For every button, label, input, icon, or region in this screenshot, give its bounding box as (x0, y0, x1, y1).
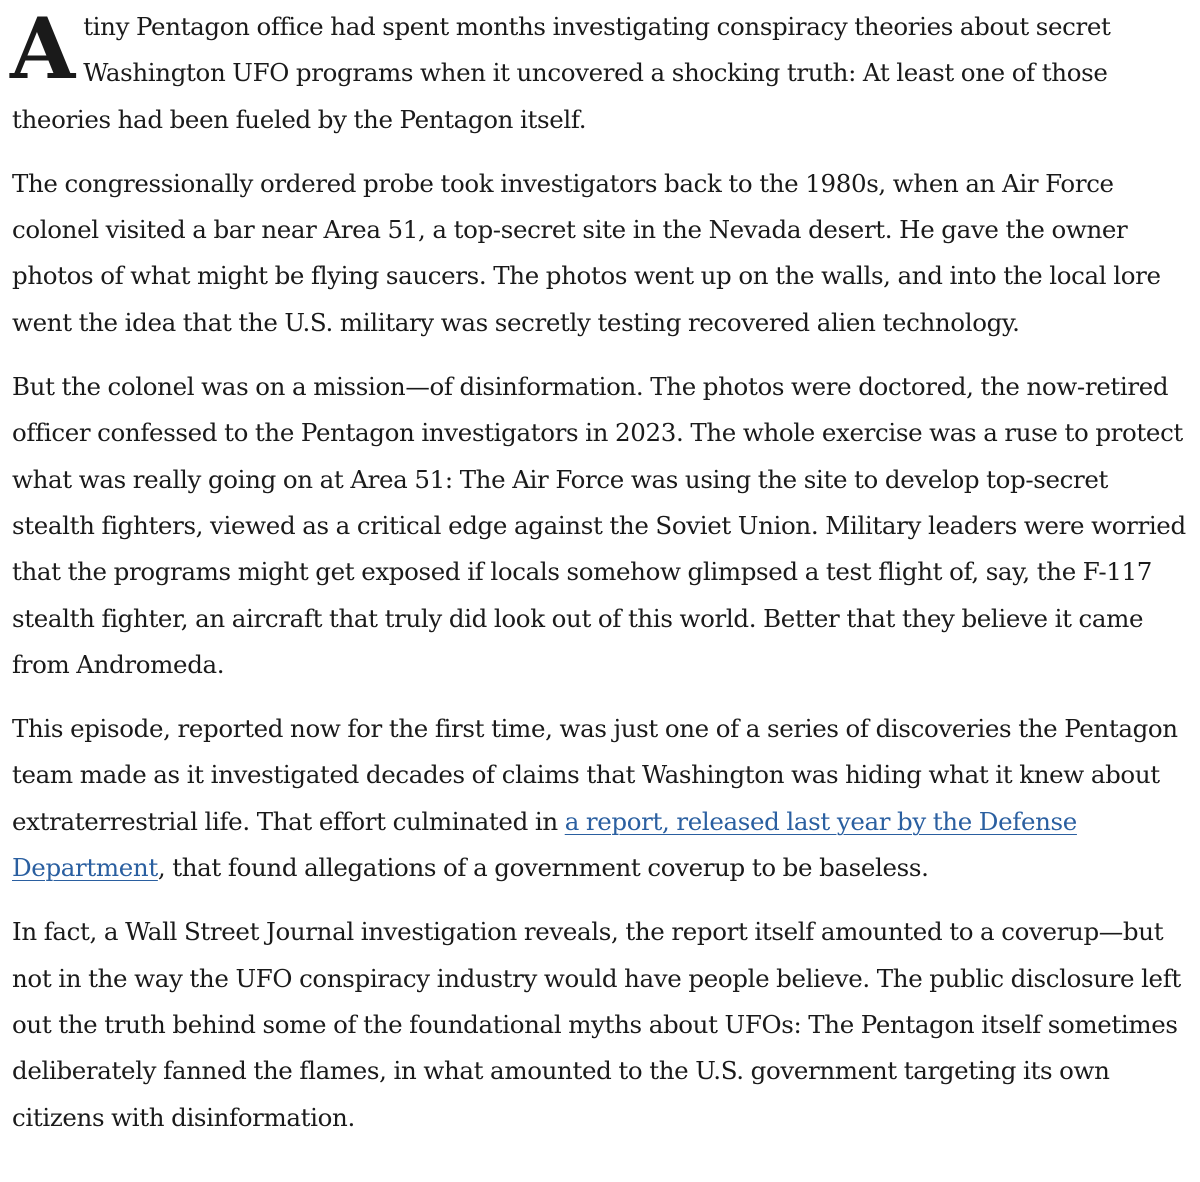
paragraph-1-text: tiny Pentagon office had spent months investigating conspiracy theories about secret Washington UFO programs when it uncovered a shocking truth: At least one of those theories had been fueled by the Pentagon itself. (12, 12, 1111, 134)
paragraph-3: But the colonel was on a mission—of disinformation. The photos were doctored, the now-retired officer confessed to the Pentagon investigators in 2023. The whole exercise was a ruse to protect what was really going on at Area 51: The Air Force was using the site to develop top-secret stealth fighters, viewed as a critical edge against the Soviet Union. Military leaders were worried that the programs might get exposed if locals somehow glimpsed a test flight of, say, the F-117 stealth fighter, an aircraft that truly did look out of this world. Better that they believe it came from Andromeda. (12, 372, 1186, 679)
paragraph-4 (12, 706, 1188, 891)
drop-cap: A (10, 0, 76, 98)
defense-department-report-link[interactable]: a report, released last year by the Defense Department (12, 806, 1077, 883)
paragraph-5: In fact, a Wall Street Journal investigation reveals, the report itself amounted to a coverup—but not in the way the UFO conspiracy industry would have people believe. The public disclosure left out the truth behind some of the foundational myths about UFOs: The Pentagon itself sometimes deliberately fanned the flames, in what amounted to the U.S. government targeting its own citizens with disinformation. (12, 917, 1181, 1132)
paragraph-2: The congressionally ordered probe took investigators back to the 1980s, when an Air Force colonel visited a bar near Area 51, a top-secret site in the Nevada desert. He gave the owner photos of what might be flying saucers. The photos went up on the walls, and into the local lore went the idea that the U.S. military was secretly testing recovered alien technology. (12, 168, 1161, 337)
paragraph-4-text-before-link: This episode, reported now for the first time, was just one of a series of discoveries the Pentagon team made as it investigated decades of claims that Washington was hiding what it knew about extraterrestrial life. That effort culminated in (12, 714, 1178, 836)
paragraph-1 (10, 0, 1188, 143)
paragraph-4-text-after-link: , that found allegations of a government coverup to be baseless. (157, 853, 929, 883)
